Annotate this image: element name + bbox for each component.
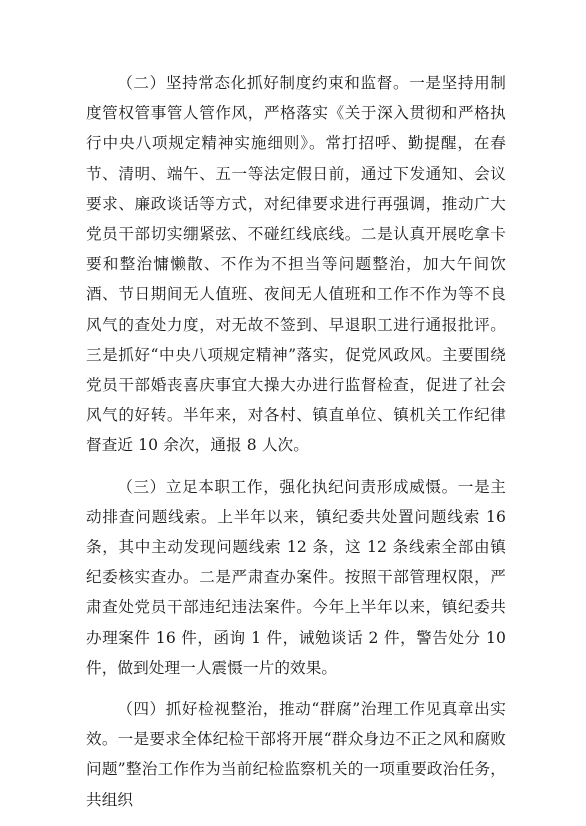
paragraph-section-2: （二）坚持常态化抓好制度约束和监督。一是坚持用制度管权管事管人管作风，严格落实《关于深入贯彻和严格执行中央八项规定精神实施细则》。常打招呼、勤提醒，在春节、清明、端午、五一等法定假日前，通过下发通知、会议要求、廉政谈话等方式，对纪律要求进行再强调，推动广大党员干部切实绷紧弦、不碰红线底线。二是认真开展吃拿卡要和整治慵懒散、不作为不担当等问题整治，加大午间饮酒、节日期间无人值班、夜间无人值班和工作不作为等不良风气的查处力度，对无故不签到、早退职工进行通报批评。三是抓好“中央八项规定精神”落实，促党风政风。主要围绕党员干部婚丧喜庆事宜大操大办进行监督检查，促进了社会风气的好转。半年来，对各村、镇直单位、镇机关工作纪律督查近 10 余次，通报 8 人次。: [86, 74, 506, 455]
paragraph-section-4: （四）抓好检视整治，推动“群腐”治理工作见真章出实效。一是要求全体纪检干部将开展“群众身边不正之风和腐败问题”整治工作作为当前纪检监察机关的一项重要政治任务，共组织: [86, 700, 506, 809]
document-body: [86, 68, 506, 826]
paragraph-section-3: （三）立足本职工作，强化执纪问责形成威慑。一是主动排查问题线索。上半年以来，镇纪委共处置问题线索 16 条，其中主动发现问题线索 12 条，这 12 条线索全部由镇纪委核实查办。二是严肃查办案件。按照干部管理权限，严肃查处党员干部违纪违法案件。今年上半年以来，镇纪委共办理案件 16 件，函询 1 件，诫勉谈话 2 件，警告处分 10 件，做到处理一人震慑一片的效果。: [86, 477, 506, 677]
